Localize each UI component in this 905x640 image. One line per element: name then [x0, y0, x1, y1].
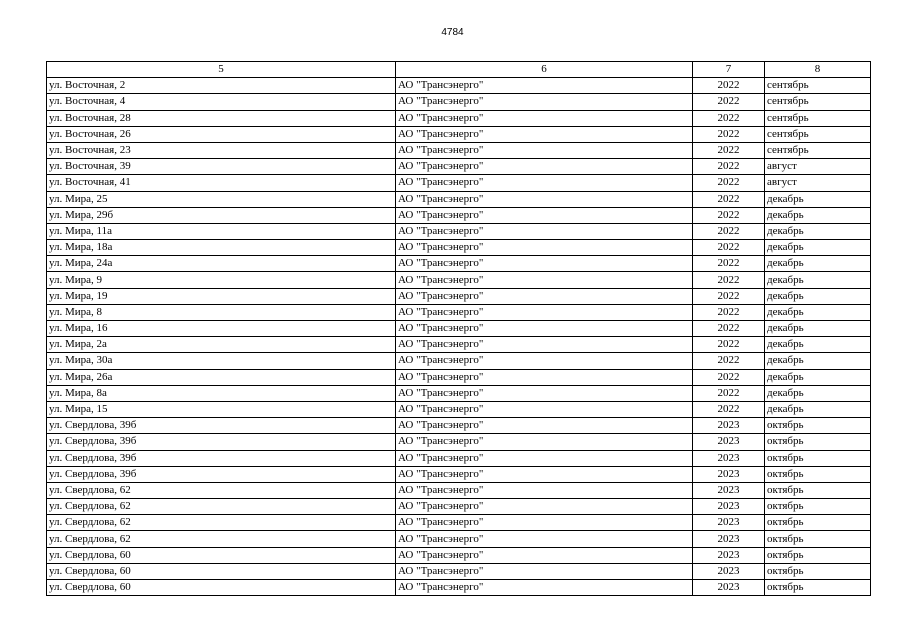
- month-cell: август: [765, 159, 871, 175]
- year-cell: 2022: [693, 110, 765, 126]
- year-cell: 2023: [693, 515, 765, 531]
- organization-cell: АО "Трансэнерго": [396, 580, 693, 596]
- data-table: [46, 61, 871, 596]
- organization-cell: АО "Трансэнерго": [396, 288, 693, 304]
- month-cell: октябрь: [765, 515, 871, 531]
- year-cell: 2022: [693, 272, 765, 288]
- year-cell: 2023: [693, 563, 765, 579]
- year-cell: 2022: [693, 401, 765, 417]
- address-cell: ул. Мира, 8а: [47, 385, 396, 401]
- organization-cell: АО "Трансэнерго": [396, 304, 693, 320]
- address-cell: ул. Свердлова, 39б: [47, 450, 396, 466]
- address-cell: ул. Восточная, 4: [47, 94, 396, 110]
- organization-cell: АО "Трансэнерго": [396, 272, 693, 288]
- year-cell: 2022: [693, 369, 765, 385]
- address-cell: ул. Свердлова, 39б: [47, 466, 396, 482]
- organization-cell: АО "Трансэнерго": [396, 450, 693, 466]
- table-row: [47, 159, 871, 175]
- month-cell: октябрь: [765, 563, 871, 579]
- month-cell: декабрь: [765, 304, 871, 320]
- table-body: [47, 78, 871, 596]
- year-cell: 2023: [693, 580, 765, 596]
- month-cell: декабрь: [765, 272, 871, 288]
- address-cell: ул. Мира, 16: [47, 321, 396, 337]
- organization-cell: АО "Трансэнерго": [396, 466, 693, 482]
- address-cell: ул. Мира, 18а: [47, 240, 396, 256]
- month-cell: октябрь: [765, 482, 871, 498]
- address-cell: ул. Свердлова, 39б: [47, 434, 396, 450]
- table-row: [47, 466, 871, 482]
- month-cell: октябрь: [765, 418, 871, 434]
- table-row: [47, 223, 871, 239]
- organization-cell: АО "Трансэнерго": [396, 175, 693, 191]
- organization-cell: АО "Трансэнерго": [396, 385, 693, 401]
- month-cell: декабрь: [765, 191, 871, 207]
- year-cell: 2022: [693, 353, 765, 369]
- year-cell: 2023: [693, 466, 765, 482]
- table-row: [47, 110, 871, 126]
- year-cell: 2022: [693, 78, 765, 94]
- organization-cell: АО "Трансэнерго": [396, 191, 693, 207]
- table-row: [47, 385, 871, 401]
- month-cell: сентябрь: [765, 110, 871, 126]
- month-cell: декабрь: [765, 337, 871, 353]
- table-row: [47, 547, 871, 563]
- year-cell: 2022: [693, 126, 765, 142]
- address-cell: ул. Восточная, 26: [47, 126, 396, 142]
- month-cell: декабрь: [765, 240, 871, 256]
- organization-cell: АО "Трансэнерго": [396, 418, 693, 434]
- address-cell: ул. Мира, 9: [47, 272, 396, 288]
- address-cell: ул. Восточная, 28: [47, 110, 396, 126]
- month-cell: декабрь: [765, 369, 871, 385]
- year-cell: 2023: [693, 450, 765, 466]
- organization-cell: АО "Трансэнерго": [396, 547, 693, 563]
- address-cell: ул. Мира, 30а: [47, 353, 396, 369]
- address-cell: ул. Восточная, 39: [47, 159, 396, 175]
- year-cell: 2022: [693, 175, 765, 191]
- table-row: [47, 304, 871, 320]
- month-cell: декабрь: [765, 223, 871, 239]
- year-cell: 2023: [693, 434, 765, 450]
- month-cell: декабрь: [765, 353, 871, 369]
- page-number: 4784: [441, 27, 464, 38]
- month-cell: сентябрь: [765, 126, 871, 142]
- address-cell: ул. Восточная, 2: [47, 78, 396, 94]
- month-cell: сентябрь: [765, 94, 871, 110]
- address-cell: ул. Свердлова, 62: [47, 515, 396, 531]
- year-cell: 2022: [693, 337, 765, 353]
- month-cell: октябрь: [765, 450, 871, 466]
- year-cell: 2022: [693, 159, 765, 175]
- address-cell: ул. Свердлова, 39б: [47, 418, 396, 434]
- year-cell: 2023: [693, 482, 765, 498]
- year-cell: 2022: [693, 256, 765, 272]
- table-header: [47, 62, 871, 78]
- table-row: [47, 515, 871, 531]
- organization-cell: АО "Трансэнерго": [396, 434, 693, 450]
- organization-cell: АО "Трансэнерго": [396, 142, 693, 158]
- column-header-5: 5: [47, 62, 396, 78]
- year-cell: 2022: [693, 288, 765, 304]
- year-cell: 2022: [693, 304, 765, 320]
- table-row: [47, 434, 871, 450]
- year-cell: 2022: [693, 223, 765, 239]
- address-cell: ул. Восточная, 41: [47, 175, 396, 191]
- table-row: [47, 499, 871, 515]
- table-row: [47, 272, 871, 288]
- month-cell: август: [765, 175, 871, 191]
- year-cell: 2023: [693, 547, 765, 563]
- year-cell: 2023: [693, 531, 765, 547]
- month-cell: декабрь: [765, 321, 871, 337]
- table-row: [47, 126, 871, 142]
- organization-cell: АО "Трансэнерго": [396, 369, 693, 385]
- table-row: [47, 175, 871, 191]
- table-row: [47, 142, 871, 158]
- address-cell: ул. Свердлова, 62: [47, 499, 396, 515]
- table-row: [47, 401, 871, 417]
- table-row: [47, 207, 871, 223]
- table-row: [47, 191, 871, 207]
- address-cell: ул. Свердлова, 62: [47, 482, 396, 498]
- column-header-7: 7: [693, 62, 765, 78]
- table-row: [47, 240, 871, 256]
- organization-cell: АО "Трансэнерго": [396, 207, 693, 223]
- organization-cell: АО "Трансэнерго": [396, 240, 693, 256]
- organization-cell: АО "Трансэнерго": [396, 515, 693, 531]
- year-cell: 2022: [693, 385, 765, 401]
- year-cell: 2022: [693, 142, 765, 158]
- table-row: [47, 418, 871, 434]
- month-cell: октябрь: [765, 466, 871, 482]
- month-cell: декабрь: [765, 401, 871, 417]
- header-row: [47, 62, 871, 78]
- organization-cell: АО "Трансэнерго": [396, 223, 693, 239]
- month-cell: октябрь: [765, 434, 871, 450]
- organization-cell: АО "Трансэнерго": [396, 337, 693, 353]
- table-row: [47, 482, 871, 498]
- year-cell: 2022: [693, 94, 765, 110]
- table-row: [47, 288, 871, 304]
- address-cell: ул. Мира, 19: [47, 288, 396, 304]
- address-cell: ул. Свердлова, 62: [47, 531, 396, 547]
- table-row: [47, 321, 871, 337]
- table-row: [47, 353, 871, 369]
- organization-cell: АО "Трансэнерго": [396, 499, 693, 515]
- organization-cell: АО "Трансэнерго": [396, 482, 693, 498]
- table-row: [47, 563, 871, 579]
- organization-cell: АО "Трансэнерго": [396, 531, 693, 547]
- organization-cell: АО "Трансэнерго": [396, 78, 693, 94]
- address-cell: ул. Свердлова, 60: [47, 580, 396, 596]
- month-cell: октябрь: [765, 547, 871, 563]
- year-cell: 2022: [693, 321, 765, 337]
- month-cell: декабрь: [765, 256, 871, 272]
- organization-cell: АО "Трансэнерго": [396, 126, 693, 142]
- address-cell: ул. Свердлова, 60: [47, 547, 396, 563]
- table-row: [47, 256, 871, 272]
- address-cell: ул. Мира, 8: [47, 304, 396, 320]
- year-cell: 2022: [693, 240, 765, 256]
- year-cell: 2022: [693, 207, 765, 223]
- organization-cell: АО "Трансэнерго": [396, 563, 693, 579]
- table-row: [47, 450, 871, 466]
- table-row: [47, 94, 871, 110]
- organization-cell: АО "Трансэнерго": [396, 159, 693, 175]
- address-cell: ул. Мира, 15: [47, 401, 396, 417]
- organization-cell: АО "Трансэнерго": [396, 353, 693, 369]
- column-header-6: 6: [396, 62, 693, 78]
- year-cell: 2023: [693, 418, 765, 434]
- organization-cell: АО "Трансэнерго": [396, 256, 693, 272]
- address-cell: ул. Восточная, 23: [47, 142, 396, 158]
- table-row: [47, 337, 871, 353]
- organization-cell: АО "Трансэнерго": [396, 110, 693, 126]
- address-cell: ул. Мира, 29б: [47, 207, 396, 223]
- table-row: [47, 369, 871, 385]
- address-cell: ул. Свердлова, 60: [47, 563, 396, 579]
- month-cell: октябрь: [765, 499, 871, 515]
- organization-cell: АО "Трансэнерго": [396, 401, 693, 417]
- organization-cell: АО "Трансэнерго": [396, 321, 693, 337]
- month-cell: декабрь: [765, 288, 871, 304]
- table-row: [47, 78, 871, 94]
- address-cell: ул. Мира, 2а: [47, 337, 396, 353]
- month-cell: декабрь: [765, 207, 871, 223]
- month-cell: декабрь: [765, 385, 871, 401]
- address-cell: ул. Мира, 11а: [47, 223, 396, 239]
- month-cell: октябрь: [765, 580, 871, 596]
- year-cell: 2023: [693, 499, 765, 515]
- organization-cell: АО "Трансэнерго": [396, 94, 693, 110]
- table-row: [47, 531, 871, 547]
- address-cell: ул. Мира, 25: [47, 191, 396, 207]
- month-cell: сентябрь: [765, 142, 871, 158]
- year-cell: 2022: [693, 191, 765, 207]
- month-cell: сентябрь: [765, 78, 871, 94]
- address-cell: ул. Мира, 26а: [47, 369, 396, 385]
- address-cell: ул. Мира, 24а: [47, 256, 396, 272]
- table-row: [47, 580, 871, 596]
- column-header-8: 8: [765, 62, 871, 78]
- month-cell: октябрь: [765, 531, 871, 547]
